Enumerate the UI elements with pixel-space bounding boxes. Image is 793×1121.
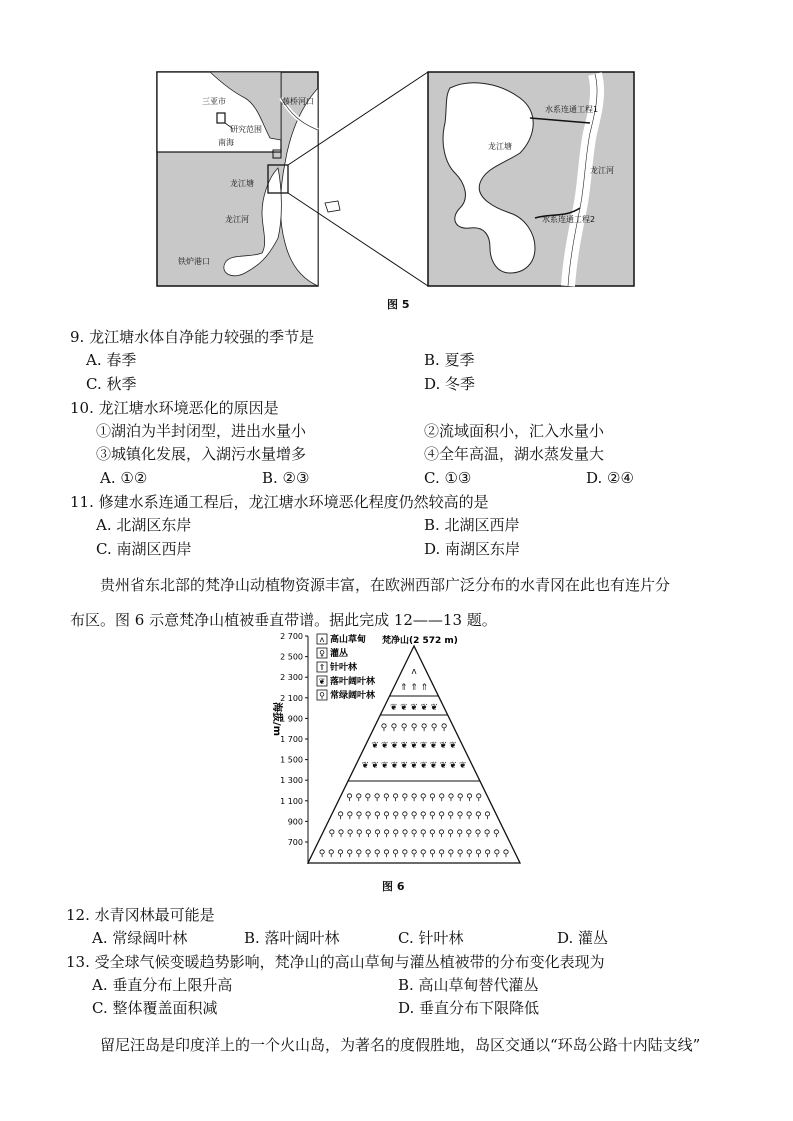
- vegetation-symbol-icon: ❦: [429, 741, 438, 751]
- vegetation-symbol-icon: ⚲: [438, 829, 445, 839]
- figure-6-vegetation-diagram: [262, 630, 532, 870]
- vegetation-symbol-icon: ⚲: [466, 793, 473, 803]
- figure-5-map: [150, 68, 640, 290]
- vegetation-symbol-icon: ⚲: [401, 793, 409, 803]
- vegetation-symbol-icon: ⚲: [364, 811, 372, 821]
- vegetation-symbol-icon: ⚲: [337, 849, 344, 859]
- y-tick-label: 2 100: [280, 693, 303, 703]
- vegetation-symbol-icon: ❦: [410, 761, 418, 771]
- label-longjianghe: 龙江河: [225, 215, 249, 224]
- y-tick-label: 1 300: [280, 776, 303, 786]
- vegetation-symbol-icon: ⚲: [364, 793, 372, 803]
- legend-label: 常绿阔叶林: [330, 691, 376, 701]
- y-tick-label: 2 300: [280, 673, 303, 683]
- y-tick-label: 900: [287, 817, 303, 827]
- y-axis-label: 海拔/m: [271, 702, 282, 737]
- vegetation-symbol-icon: ⚲: [484, 849, 491, 859]
- vegetation-symbol-icon: ⚲: [474, 811, 482, 821]
- vegetation-symbol-icon: ❦: [449, 741, 457, 751]
- intro-paragraph-line1: 贵州省东北部的梵净山动植物资源丰富，在欧洲西部广泛分布的水青冈在此也有连片分: [100, 576, 671, 594]
- q9-option-a: A. 春季: [86, 351, 137, 369]
- q10-statement-4: ④全年高温，湖水蒸发量大: [424, 445, 605, 463]
- vegetation-symbol-icon: ⚲: [484, 811, 491, 821]
- q11-option-b: B. 北湖区西岸: [424, 516, 520, 534]
- vegetation-symbol-icon: ⚲: [328, 829, 336, 839]
- q13-option-a: A. 垂直分布上限升高: [92, 976, 233, 994]
- legend-symbol-icon: ♀: [319, 649, 325, 658]
- label-tengqiao: 藤桥河口: [282, 97, 314, 106]
- vegetation-symbol-icon: ⚲: [383, 793, 390, 803]
- peak-label: 梵净山(2 572 m): [382, 636, 458, 646]
- vegetation-symbol-icon: ⚲: [392, 829, 400, 839]
- vegetation-symbol-icon: ⚲: [438, 811, 445, 821]
- q12-option-a: A. 常绿阔叶林: [92, 929, 188, 947]
- vegetation-symbol-icon: ⚲: [419, 829, 427, 839]
- vegetation-symbol-icon: ⚲: [438, 849, 445, 859]
- vegetation-symbol-icon: ᴧ: [411, 667, 417, 677]
- vegetation-symbol-icon: ⚲: [410, 849, 418, 859]
- vegetation-symbol-icon: ❦: [371, 741, 379, 751]
- vegetation-symbol-icon: ❦: [361, 761, 370, 771]
- vegetation-symbol-icon: ⚲: [390, 723, 398, 733]
- y-tick-label: 1 700: [280, 735, 303, 744]
- q10-option-a: A. ①②: [100, 469, 148, 487]
- vegetation-symbol-icon: ⚲: [447, 811, 455, 821]
- y-tick-label: 1 100: [280, 796, 303, 806]
- q13-option-d: D. 垂直分布下限降低: [398, 999, 540, 1017]
- vegetation-symbol-icon: ⚲: [438, 793, 445, 803]
- label-longjiangtang: 龙江塘: [230, 179, 254, 188]
- vegetation-symbol-icon: ⚲: [392, 793, 399, 803]
- vegetation-symbol-icon: ❦: [439, 761, 448, 771]
- vegetation-symbol-icon: ⚲: [429, 849, 436, 859]
- legend-symbol-icon: ❦: [318, 677, 326, 686]
- intro-paragraph-reunion: 留尼汪岛是印度洋上的一个火山岛，为著名的度假胜地，岛区交通以“环岛公路十内陆支线”: [100, 1036, 701, 1054]
- legend-label: 针叶林: [330, 663, 358, 673]
- vegetation-symbol-icon: ⚲: [419, 811, 427, 821]
- vegetation-symbol-icon: ⚲: [419, 849, 427, 859]
- intro-paragraph-line2: 布区。图 6 示意梵净山植被垂直带谱。据此完成 12——13 题。: [70, 611, 497, 629]
- vegetation-symbol-icon: ⚲: [410, 723, 418, 733]
- vegetation-symbol-icon: ⚲: [440, 723, 448, 733]
- legend-symbol-icon: ⚲: [319, 691, 325, 700]
- q12-stem: 12. 水青冈林最可能是: [66, 906, 215, 924]
- vegetation-symbol-icon: ❦: [458, 761, 467, 771]
- vegetation-symbol-icon: ⚲: [493, 849, 501, 859]
- vegetation-symbol-icon: ⚲: [447, 793, 455, 803]
- vegetation-symbol-icon: ⚲: [447, 849, 455, 859]
- q10-option-d: D. ②④: [586, 469, 634, 487]
- q9-option-d: D. 冬季: [424, 375, 476, 393]
- vegetation-symbol-icon: ⚲: [429, 811, 436, 821]
- label-tieluguang: 铁炉港口: [178, 257, 210, 266]
- q11-option-a: A. 北湖区东岸: [96, 516, 192, 534]
- q9-stem: 9. 龙江塘水体自净能力较强的季节是: [70, 328, 315, 346]
- vegetation-symbol-icon: ⚲: [383, 829, 390, 839]
- vegetation-symbol-icon: ⚲: [365, 829, 372, 839]
- vegetation-symbol-icon: ⚲: [380, 723, 388, 733]
- legend-symbol-icon: ⇑: [318, 663, 326, 672]
- y-tick-label: 2 700: [280, 632, 303, 641]
- vegetation-symbol-icon: ❦: [390, 741, 399, 751]
- vegetation-symbol-icon: ⚲: [474, 829, 482, 839]
- vegetation-symbol-icon: ❦: [420, 703, 428, 713]
- vegetation-symbol-icon: ❦: [400, 741, 409, 751]
- y-tick-label: 700: [287, 838, 303, 847]
- vegetation-symbol-icon: ❦: [419, 741, 428, 751]
- vegetation-symbol-icon: ⚲: [400, 723, 408, 733]
- vegetation-symbol-icon: ⚲: [401, 849, 409, 859]
- q9-option-c: C. 秋季: [86, 375, 137, 393]
- vegetation-symbol-icon: ❦: [371, 761, 379, 771]
- vegetation-symbol-icon: ⚲: [410, 793, 418, 803]
- vegetation-symbol-icon: ⚲: [456, 829, 463, 839]
- y-tick-label: 2 500: [280, 652, 303, 662]
- q10-statement-3: ③城镇化发展，入湖污水量增多: [96, 445, 307, 463]
- vegetation-symbol-icon: ⚲: [456, 811, 464, 821]
- vegetation-symbol-icon: ⚲: [327, 849, 335, 859]
- vegetation-symbol-icon: ❦: [390, 703, 398, 713]
- vegetation-symbol-icon: ⚲: [337, 829, 345, 839]
- vegetation-symbol-icon: ⚲: [373, 811, 381, 821]
- vegetation-symbol-icon: ⚲: [410, 811, 418, 821]
- vegetation-symbol-icon: ❦: [380, 761, 389, 771]
- vegetation-symbol-icon: ⚲: [465, 829, 473, 839]
- q11-option-c: C. 南湖区西岸: [96, 540, 192, 558]
- vegetation-symbol-icon: ⚲: [392, 811, 399, 821]
- vegetation-symbol-icon: ⚲: [355, 849, 363, 859]
- vegetation-symbol-icon: ⚲: [456, 849, 464, 859]
- label-inset-longjianghe: 龙江河: [590, 166, 614, 175]
- vegetation-symbol-icon: ⚲: [383, 811, 390, 821]
- vegetation-symbol-icon: ⇑: [420, 683, 429, 693]
- vegetation-symbol-icon: ⚲: [337, 811, 344, 821]
- vegetation-symbol-icon: ⚲: [475, 849, 482, 859]
- vegetation-symbol-icon: ⚲: [346, 793, 353, 803]
- vegetation-symbol-icon: ⚲: [401, 811, 409, 821]
- label-project1: 水系连通工程1: [545, 105, 599, 114]
- q11-option-d: D. 南湖区东岸: [424, 540, 521, 558]
- q10-statement-1: ①湖泊为半封闭型，进出水量小: [96, 422, 307, 440]
- vegetation-symbol-icon: ⚲: [383, 849, 390, 859]
- q13-option-c: C. 整体覆盖面积减: [92, 999, 218, 1017]
- vegetation-symbol-icon: ⚲: [373, 793, 381, 803]
- vegetation-symbol-icon: ⚲: [355, 811, 363, 821]
- vegetation-symbol-icon: ⚲: [346, 849, 353, 859]
- vegetation-symbol-icon: ❦: [400, 703, 408, 713]
- q13-stem: 13. 受全球气候变暖趋势影响，梵净山的高山草甸与灌丛植被带的分布变化表现为: [66, 953, 605, 971]
- vegetation-symbol-icon: ⚲: [465, 849, 473, 859]
- vegetation-symbol-icon: ❦: [419, 761, 428, 771]
- figure-5-caption: 图 5: [387, 298, 410, 311]
- vegetation-symbol-icon: ⚲: [401, 829, 409, 839]
- vegetation-symbol-icon: ⚲: [355, 793, 362, 803]
- legend-label: 落叶阔叶林: [330, 677, 376, 687]
- figure-6-caption: 图 6: [382, 880, 405, 893]
- label-sanya: 三亚市: [202, 97, 226, 106]
- q13-option-b: B. 高山草甸替代灌丛: [398, 976, 539, 994]
- q10-option-c: C. ①③: [424, 469, 472, 487]
- q10-stem: 10. 龙江塘水环境恶化的原因是: [70, 399, 279, 417]
- legend-label: 高山草甸: [330, 635, 367, 645]
- legend-label: 灌丛: [330, 649, 349, 659]
- label-research-area: 研究范围: [230, 125, 262, 134]
- vegetation-symbol-icon: ⚲: [392, 849, 399, 859]
- vegetation-symbol-icon: ❦: [449, 761, 457, 771]
- vegetation-symbol-icon: ❦: [410, 741, 418, 751]
- vegetation-symbol-icon: ⚲: [410, 829, 418, 839]
- label-south-sea: 南海: [218, 138, 234, 147]
- vegetation-symbol-icon: ⚲: [492, 829, 500, 839]
- vegetation-symbol-icon: ⚲: [364, 849, 372, 859]
- vegetation-symbol-icon: ⚲: [346, 829, 354, 839]
- q12-option-b: B. 落叶阔叶林: [244, 929, 340, 947]
- vegetation-symbol-icon: ⚲: [419, 793, 427, 803]
- q12-option-c: C. 针叶林: [398, 929, 464, 947]
- label-project2: 水系连通工程2: [542, 215, 596, 224]
- vegetation-symbol-icon: ⚲: [346, 811, 354, 821]
- vegetation-symbol-icon: ⚲: [456, 793, 464, 803]
- vegetation-symbol-icon: ⚲: [502, 849, 510, 859]
- vegetation-symbol-icon: ⚲: [483, 829, 491, 839]
- vegetation-symbol-icon: ❦: [400, 761, 409, 771]
- vegetation-symbol-icon: ❦: [439, 741, 447, 751]
- q12-option-d: D. 灌丛: [557, 929, 609, 947]
- legend-symbol-icon: ᴧ: [319, 635, 325, 644]
- vegetation-symbol-icon: ⇑: [399, 683, 408, 693]
- vegetation-symbol-icon: ⇑: [410, 683, 418, 693]
- q9-option-b: B. 夏季: [424, 351, 475, 369]
- vegetation-symbol-icon: ⚲: [465, 811, 473, 821]
- vegetation-symbol-icon: ❦: [430, 703, 438, 713]
- vegetation-symbol-icon: ❦: [381, 741, 389, 751]
- q11-stem: 11. 修建水系连通工程后，龙江塘水环境恶化程度仍然较高的是: [70, 493, 489, 511]
- vegetation-symbol-icon: ❦: [390, 761, 399, 771]
- vegetation-symbol-icon: ⚲: [430, 723, 438, 733]
- vegetation-symbol-icon: ❦: [410, 703, 418, 713]
- vegetation-symbol-icon: ⚲: [428, 829, 436, 839]
- vegetation-symbol-icon: ⚲: [429, 793, 436, 803]
- vegetation-symbol-icon: ❦: [429, 761, 438, 771]
- vegetation-symbol-icon: ⚲: [373, 849, 381, 859]
- vegetation-symbol-icon: ⚲: [374, 829, 381, 839]
- vegetation-symbol-icon: ⚲: [355, 829, 363, 839]
- vegetation-symbol-icon: ⚲: [420, 723, 428, 733]
- y-tick-label: 1 900: [280, 714, 303, 724]
- q10-statement-2: ②流域面积小，汇入水量小: [424, 422, 605, 440]
- vegetation-symbol-icon: ⚲: [475, 793, 482, 803]
- label-inset-longjiangtang: 龙江塘: [488, 142, 512, 151]
- y-tick-label: 1 500: [280, 755, 303, 765]
- vegetation-symbol-icon: ⚲: [318, 849, 326, 859]
- q10-option-b: B. ②③: [262, 469, 310, 487]
- vegetation-symbol-icon: ⚲: [447, 829, 454, 839]
